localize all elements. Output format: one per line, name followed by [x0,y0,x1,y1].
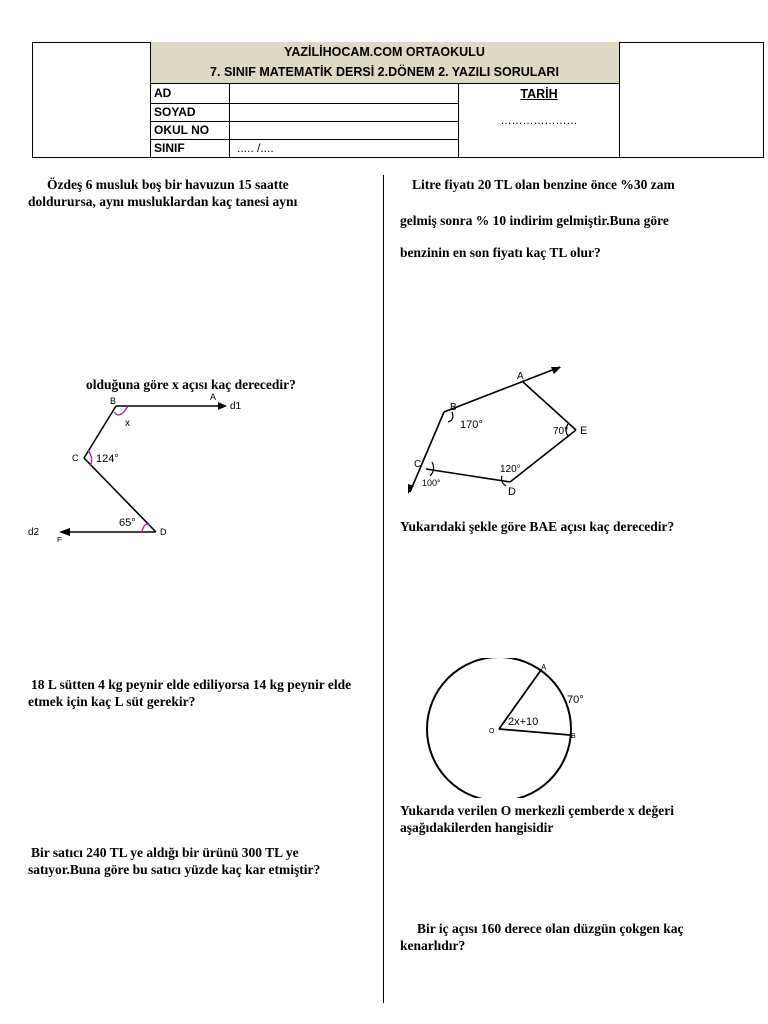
soyad-label: SOYAD [154,105,196,119]
arc-value: 70° [567,694,584,706]
label-d1: d1 [230,401,242,412]
label-a: A [517,371,524,382]
label-a: A [541,663,547,672]
angle-e-value: 70° [553,426,569,437]
row-line [150,139,458,140]
angle-c-value: 100° [422,478,441,488]
label-o: O [489,728,495,735]
question-right-4: Bir iç açısı 160 derece olan düzgün çokgen kaç kenarlıdır? [400,921,684,953]
label-b: B [450,402,457,413]
sinif-value: ..... /.... [237,141,274,155]
row-line [150,103,458,104]
question-right-1-line2: gelmiş sonra % 10 indirim gelmiştir.Buna göre [400,213,669,228]
tarih-value: ………………… [500,115,578,127]
label-d2: d2 [28,527,40,538]
sinif-label: SINIF [154,141,185,155]
angle-c-value: 124° [96,453,119,465]
label-d: D [160,527,167,537]
figure-polygon-angles [400,362,610,502]
header-col-line [150,42,151,158]
label-e: E [57,536,63,542]
angle-d-value: 65° [119,517,136,529]
label-col-line [229,84,230,158]
column-divider [383,175,384,1003]
question-left-3: 18 L sütten 4 kg peynir elde ediliyorsa 14 kg peynir elde etmek için kaç L süt gerekir? [28,677,352,709]
label-c: C [72,453,79,463]
central-angle-expr: 2x+10 [508,716,539,728]
label-a: A [210,392,217,402]
row-line [150,121,458,122]
label-e: E [580,425,588,437]
ad-label: AD [154,86,172,100]
question-right-2: Yukarıdaki şekle göre BAE açısı kaç derecedir? [400,519,675,534]
tarih-label: TARİH [520,87,558,101]
label-b: B [571,733,576,740]
okul-no-label: OKUL NO [154,123,210,137]
question-right-3: Yukarıda verilen O merkezli çemberde x değeri aşağıdakilerden hangisidir [400,803,674,835]
label-x: x [125,418,130,429]
question-left-4: Bir satıcı 240 TL ye aldığı bir ürünü 300 TL ye satıyor.Buna göre bu satıcı yüzde kaç kar etmiştir? [28,845,321,877]
exam-header [32,42,764,158]
figure-circle [415,658,595,798]
question-left-1: Özdeş 6 musluk boş bir havuzun 15 saatte doldurursa, aynı musluklardan kaç tanesi aynı [28,177,298,209]
question-left-2: olduğuna göre x açısı kaç derecedir? [86,377,296,392]
angle-d-value: 120° [500,464,521,475]
angle-b-value: 170° [460,419,483,431]
question-right-1-line3: benzinin en son fiyatı kaç TL olur? [400,245,601,260]
label-c: C [414,459,422,470]
question-right-1-line1: Litre fiyatı 20 TL olan benzine önce %30 zam [412,177,675,192]
exam-title: 7. SINIF MATEMATİK DERSİ 2.DÖNEM 2. YAZILI SORULARI [210,65,559,79]
label-b: B [110,396,117,406]
figure-parallel-angles [22,392,262,542]
school-name: YAZİLİHOCAM.COM ORTAOKULU [284,45,485,59]
label-d: D [508,486,516,498]
